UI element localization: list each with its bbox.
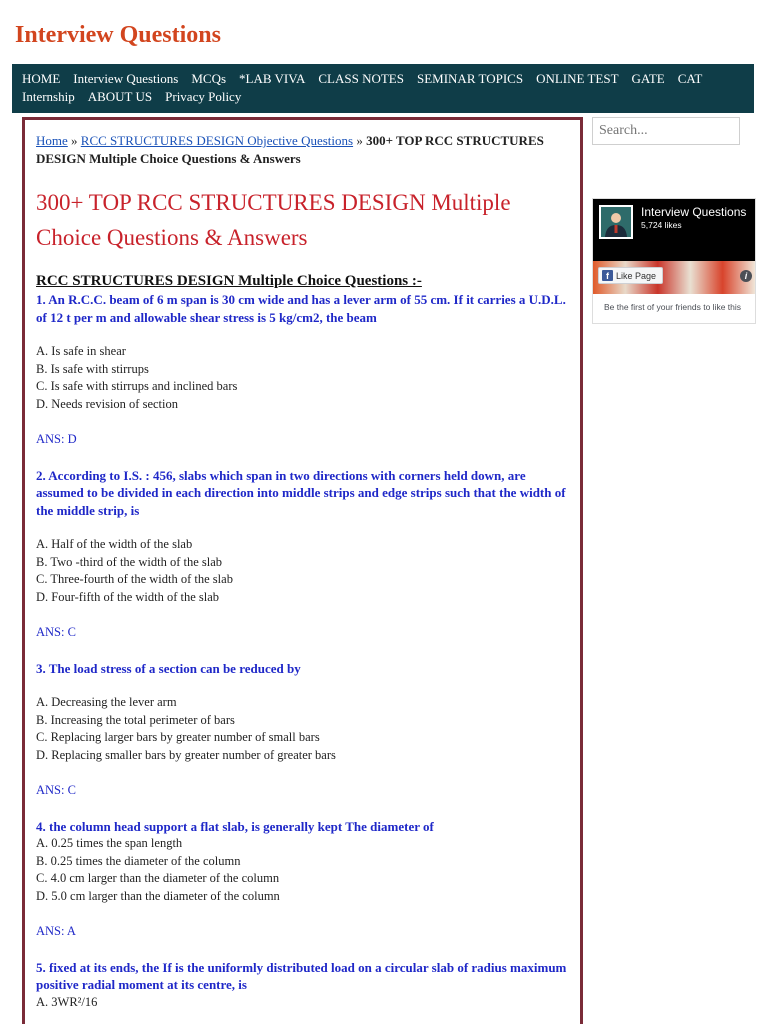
breadcrumb-current: 300+ TOP RCC STRUCTURES DESIGN Multiple Choice Questions & Answers [36, 133, 544, 166]
facebook-friends-text: Be the first of your friends to like this [604, 302, 742, 312]
question-block [36, 660, 569, 800]
nav-item-interview-questions[interactable]: Interview Questions [73, 71, 179, 86]
nav-item-mcqs[interactable]: MCQs [191, 71, 227, 86]
answer-text: ANS: C [36, 625, 76, 639]
section-heading: RCC STRUCTURES DESIGN Multiple Choice Questions :- [36, 273, 422, 289]
question-text: 5. fixed at its ends, the If is the uniformly distributed load on a circular slab of radius maximum positive radial moment at its centre, is [36, 959, 567, 992]
facebook-page-name[interactable]: Interview Questions [641, 205, 747, 219]
nav-item-internship[interactable]: Internship [22, 89, 75, 104]
question-text: 1. An R.C.C. beam of 6 m span is 30 cm wide and has a lever arm of 55 cm. If it carries a U.D.L. of 12 t per m and allowable shear stress is 5 kg/cm2, the beam [36, 292, 566, 325]
site-title[interactable]: Interview Questions [15, 22, 221, 48]
question-block [36, 291, 569, 449]
facebook-cover-image[interactable] [593, 199, 755, 294]
facebook-like-page-button[interactable] [598, 267, 663, 284]
nav-item-class-notes[interactable]: CLASS NOTES [318, 71, 404, 86]
nav-item-online-test[interactable]: ONLINE TEST [536, 71, 619, 86]
nav-item-gate[interactable]: GATE [631, 71, 665, 86]
breadcrumb-category-link[interactable]: RCC STRUCTURES DESIGN Objective Questions [80, 133, 354, 148]
person-icon [601, 209, 631, 237]
option-item: D. 5.0 cm larger than the diameter of the column [36, 888, 280, 903]
question-text: 3. The load stress of a section can be reduced by [36, 660, 301, 676]
option-item: C. Is safe with stirrups and inclined bars [36, 379, 238, 393]
nav-item-cat[interactable]: CAT [677, 71, 703, 86]
nav-item-privacy-policy[interactable]: Privacy Policy [165, 89, 242, 104]
question-block [36, 467, 569, 642]
option-list [36, 835, 569, 905]
option-item: C. 4.0 cm larger than the diameter of the column [36, 871, 280, 885]
article-panel [22, 117, 583, 1024]
option-item: C. Replacing larger bars by greater number of small bars [36, 730, 320, 744]
nav-row [22, 70, 744, 105]
option-item: C. Three-fourth of the width of the slab [36, 572, 233, 586]
question-block [36, 818, 569, 941]
page-title: 300+ TOP RCC STRUCTURES DESIGN Multiple Choice Questions & Answers [36, 190, 511, 250]
option-item: D. Needs revision of section [36, 396, 178, 411]
breadcrumb [36, 132, 569, 167]
option-item: A. Decreasing the lever arm [36, 695, 177, 709]
option-item: B. 0.25 times the diameter of the column [36, 853, 241, 868]
option-item: D. Replacing smaller bars by greater number of greater bars [36, 747, 336, 762]
breadcrumb-home-link[interactable]: Home [36, 133, 68, 148]
answer-text: ANS: C [36, 783, 76, 797]
nav-item-about-us[interactable]: ABOUT US [87, 89, 153, 104]
facebook-likes-count: 5,724 likes [641, 220, 682, 230]
option-item: A. Is safe in shear [36, 344, 126, 358]
facebook-logo-icon: f [602, 270, 613, 281]
breadcrumb-separator: » [353, 133, 367, 148]
facebook-like-label: Like Page [616, 270, 657, 281]
option-item: A. Half of the width of the slab [36, 537, 193, 551]
facebook-page-avatar[interactable] [599, 205, 633, 239]
answer-text: ANS: D [36, 432, 77, 446]
option-list [36, 343, 569, 413]
facebook-page-widget[interactable] [592, 198, 756, 324]
question-block [36, 959, 569, 1012]
option-item: D. Four-fifth of the width of the slab [36, 589, 220, 604]
main-nav [12, 64, 754, 113]
option-item: A. 0.25 times the span length [36, 836, 183, 850]
option-list [36, 694, 569, 764]
info-icon[interactable]: i [740, 270, 752, 282]
breadcrumb-separator: » [67, 133, 81, 148]
nav-item-lab-viva[interactable]: *LAB VIVA [239, 71, 306, 86]
question-text: 2. According to I.S. : 456, slabs which span in two directions with corners held down, are assumed to be divided in each direction into middle strips and edge strips such that the width of the middle strip, is [36, 467, 566, 518]
option-list [36, 994, 569, 1012]
option-item: B. Increasing the total perimeter of bars [36, 712, 235, 727]
option-item: A. 3WR²/16 [36, 994, 98, 1009]
option-item: B. Two -third of the width of the slab [36, 554, 223, 569]
answer-text: ANS: A [36, 924, 76, 938]
search-input[interactable] [592, 117, 740, 145]
option-list [36, 536, 569, 606]
nav-item-home[interactable]: HOME [22, 71, 61, 86]
question-text: 4. the column head support a flat slab, is generally kept The diameter of [36, 818, 434, 834]
nav-item-seminar-topics[interactable]: SEMINAR TOPICS [416, 71, 524, 86]
option-item: B. Is safe with stirrups [36, 361, 149, 376]
